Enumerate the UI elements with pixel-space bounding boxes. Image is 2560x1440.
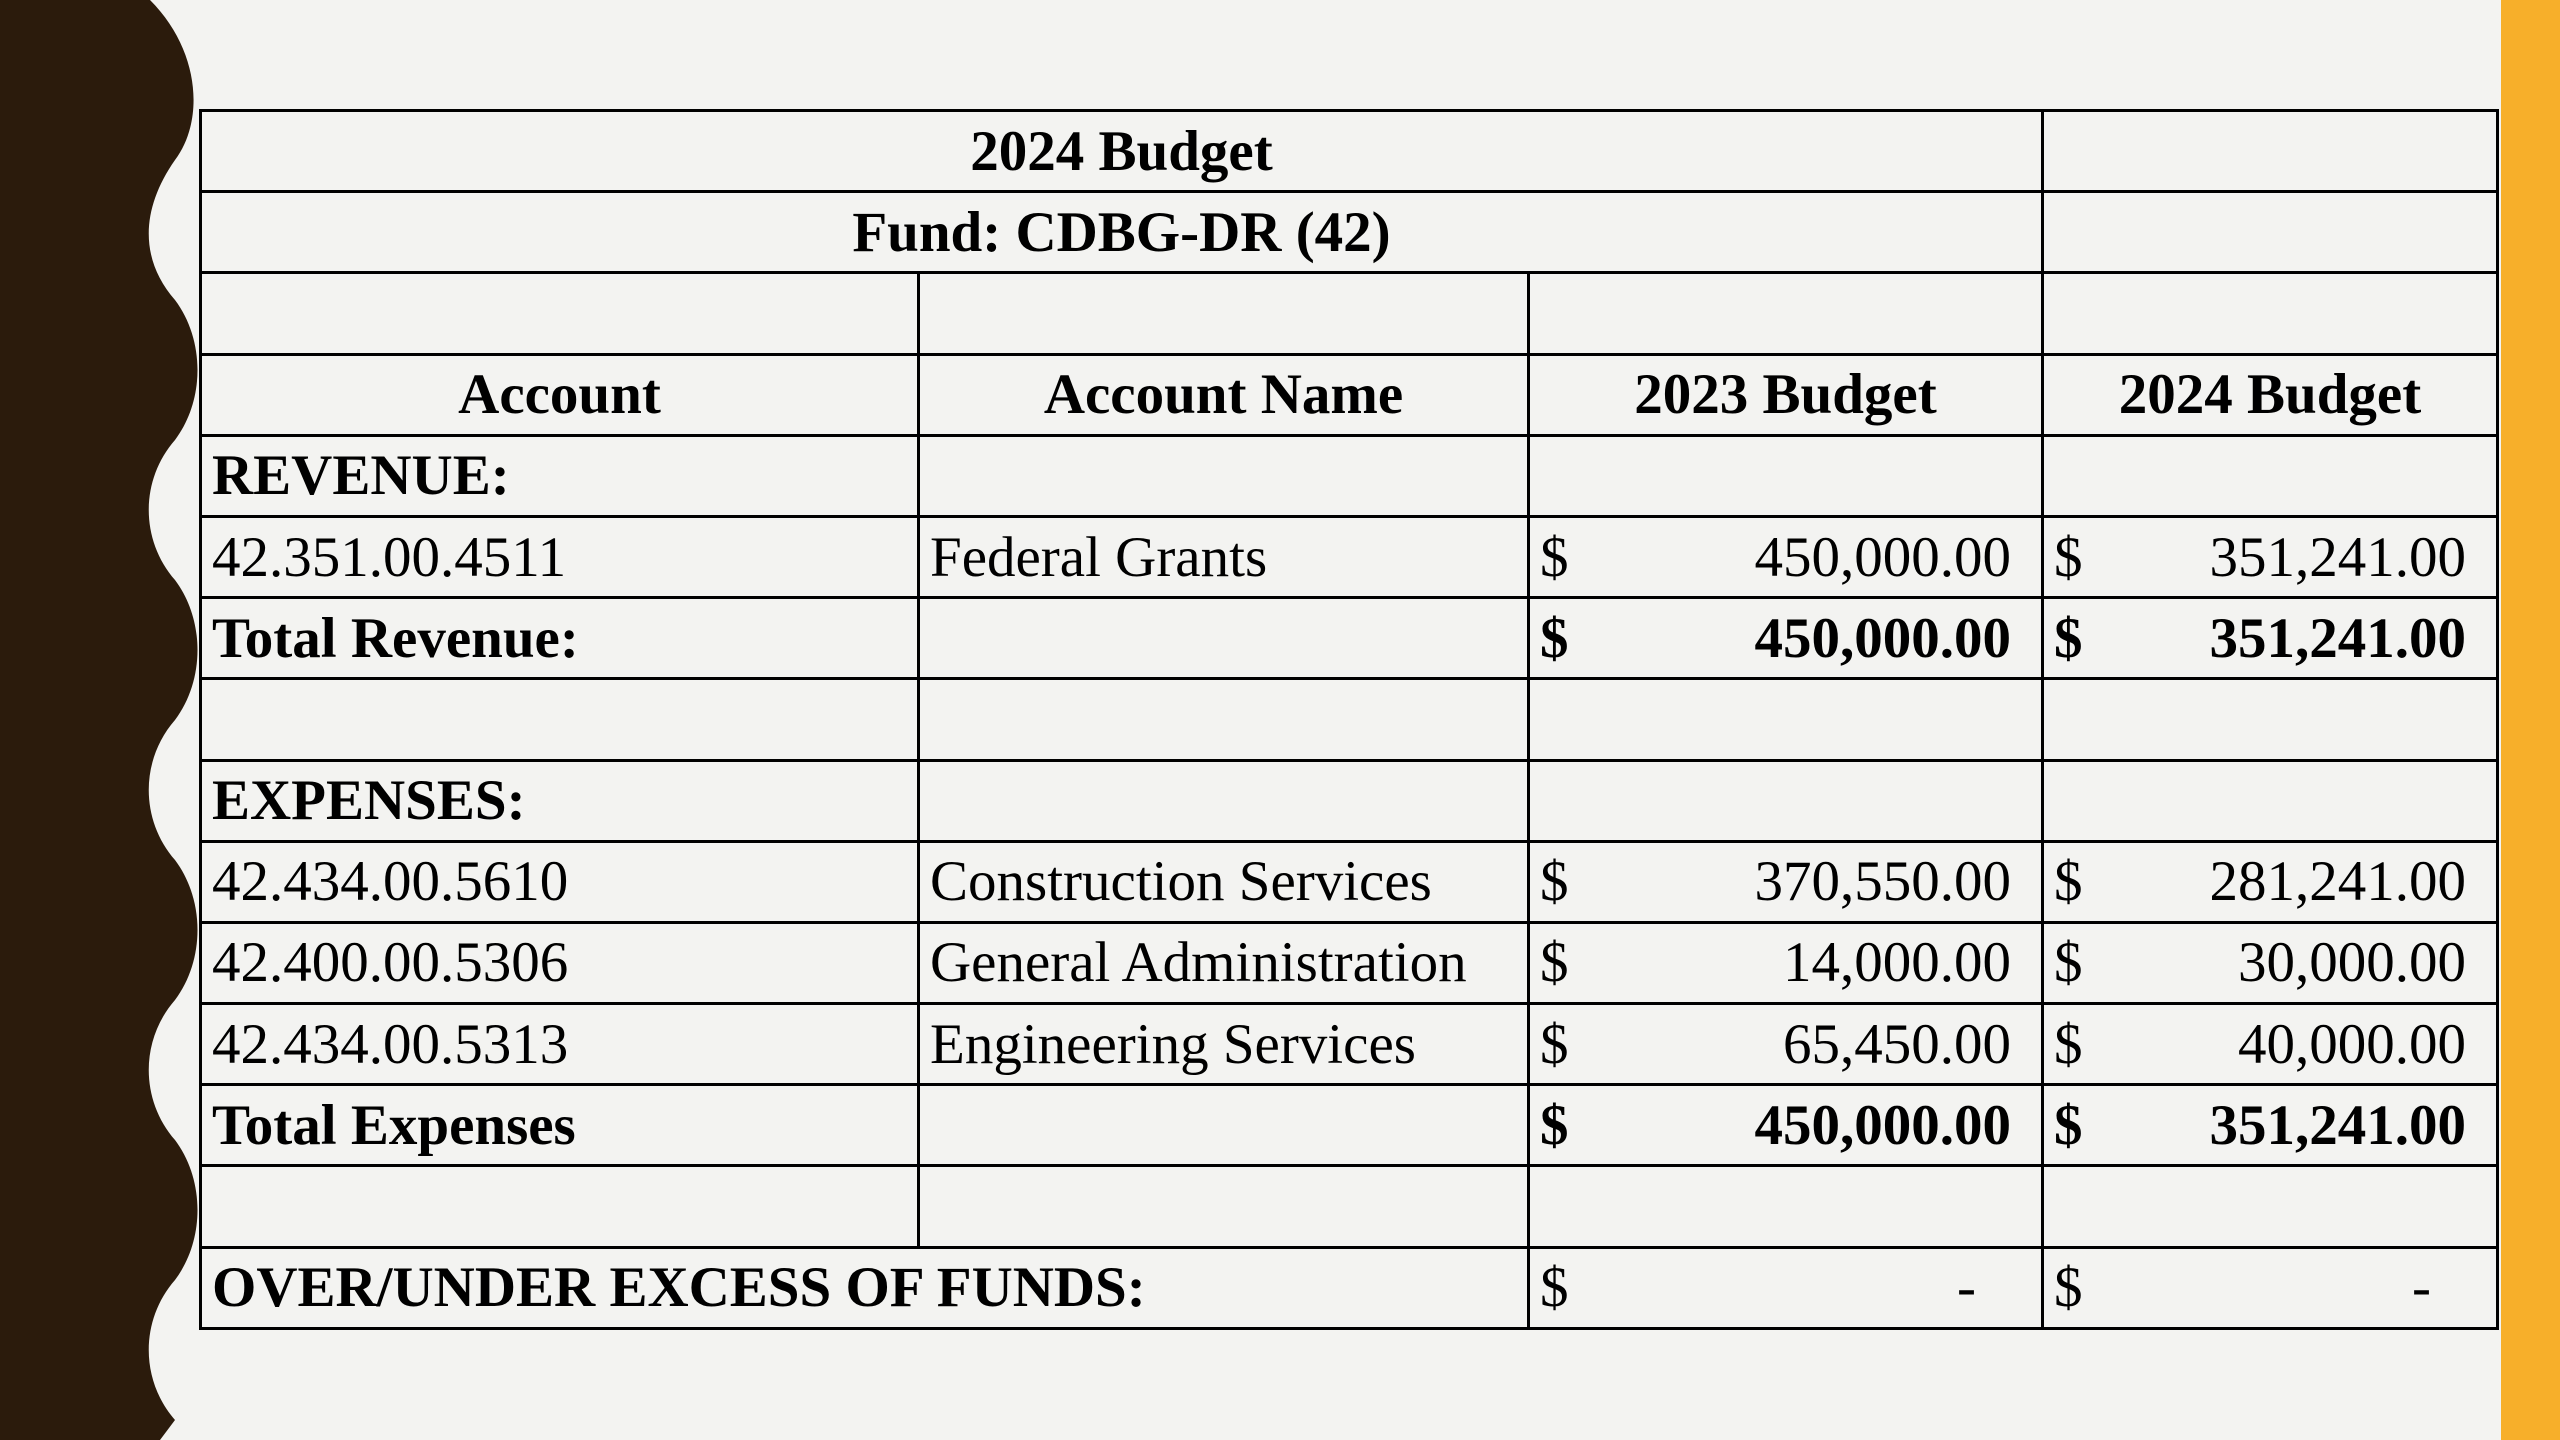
budget-2024-cell — [2043, 516, 2498, 597]
total-expenses-row — [201, 1085, 2498, 1166]
amount: 351,241.00 — [2209, 525, 2466, 589]
amount: 450,000.00 — [1754, 606, 2011, 670]
amount: 30,000.00 — [2238, 931, 2466, 995]
table-title: 2024 Budget — [201, 111, 2043, 192]
account-number: 42.400.00.5306 — [201, 922, 919, 1003]
amount: 281,241.00 — [2209, 850, 2466, 914]
revenue-label: REVENUE: — [201, 435, 919, 516]
empty-cell — [2043, 192, 2498, 273]
budget-2024-cell — [2043, 841, 2498, 922]
empty-cell — [2043, 1166, 2498, 1247]
amount: 450,000.00 — [1754, 1093, 2011, 1157]
currency-symbol: $ — [1540, 850, 1569, 914]
amount: 351,241.00 — [2209, 1093, 2466, 1157]
empty-cell — [919, 1085, 1529, 1166]
currency-symbol: $ — [1540, 606, 1569, 670]
empty-cell — [919, 435, 1529, 516]
header-account-name: Account Name — [919, 354, 1529, 435]
total-expenses-2024-cell — [2043, 1085, 2498, 1166]
amount: 65,450.00 — [1783, 1012, 2011, 1076]
total-revenue-label: Total Revenue: — [201, 598, 919, 679]
budget-2023-cell — [1529, 841, 2043, 922]
empty-cell — [2043, 273, 2498, 354]
expenses-section-row — [201, 760, 2498, 841]
empty-cell — [1529, 760, 2043, 841]
empty-cell — [201, 679, 919, 760]
total-expenses-2023-cell — [1529, 1085, 2043, 1166]
excess-2024-cell — [2043, 1247, 2498, 1328]
header-2024-budget: 2024 Budget — [2043, 354, 2498, 435]
header-account: Account — [201, 354, 919, 435]
table-row — [201, 516, 2498, 597]
empty-cell — [1529, 679, 2043, 760]
title-row — [201, 111, 2498, 192]
header-row — [201, 354, 2498, 435]
budget-2023-cell — [1529, 922, 2043, 1003]
empty-cell — [1529, 1166, 2043, 1247]
empty-cell — [2043, 760, 2498, 841]
currency-symbol: $ — [1540, 1012, 1569, 1076]
table-row — [201, 841, 2498, 922]
amount: 351,241.00 — [2209, 606, 2466, 670]
budget-2023-cell — [1529, 1004, 2043, 1085]
empty-cell — [201, 273, 919, 354]
spacer-row — [201, 1166, 2498, 1247]
account-name: Construction Services — [919, 841, 1529, 922]
empty-cell — [919, 679, 1529, 760]
currency-symbol: $ — [1540, 525, 1569, 589]
currency-symbol: $ — [2054, 931, 2083, 995]
account-name: Engineering Services — [919, 1004, 1529, 1085]
budget-2024-cell — [2043, 1004, 2498, 1085]
account-name: General Administration — [919, 922, 1529, 1003]
currency-symbol: $ — [1540, 931, 1569, 995]
budget-2023-cell — [1529, 516, 2043, 597]
empty-cell — [2043, 679, 2498, 760]
total-revenue-2023-cell — [1529, 598, 2043, 679]
revenue-section-row — [201, 435, 2498, 516]
accent-band — [2501, 0, 2560, 1440]
total-revenue-row — [201, 598, 2498, 679]
excess-row — [201, 1247, 2498, 1328]
spacer-row — [201, 679, 2498, 760]
currency-symbol: $ — [1540, 1093, 1569, 1157]
excess-2023-cell — [1529, 1247, 2043, 1328]
empty-cell — [919, 760, 1529, 841]
budget-2024-cell — [2043, 922, 2498, 1003]
expenses-label: EXPENSES: — [201, 760, 919, 841]
header-2023-budget: 2023 Budget — [1529, 354, 2043, 435]
empty-cell — [1529, 435, 2043, 516]
amount: - — [2412, 1256, 2431, 1320]
empty-cell — [201, 1166, 919, 1247]
budget-table — [199, 109, 2499, 1330]
amount: - — [1957, 1256, 1976, 1320]
currency-symbol: $ — [2054, 1012, 2083, 1076]
currency-symbol: $ — [2054, 1256, 2083, 1320]
decorative-wave-band — [0, 0, 200, 1440]
empty-cell — [919, 1166, 1529, 1247]
fund-label: Fund: CDBG-DR (42) — [201, 192, 2043, 273]
empty-cell — [2043, 435, 2498, 516]
total-expenses-label: Total Expenses — [201, 1085, 919, 1166]
table-row — [201, 922, 2498, 1003]
spacer-row — [201, 273, 2498, 354]
amount: 14,000.00 — [1783, 931, 2011, 995]
amount: 40,000.00 — [2238, 1012, 2466, 1076]
empty-cell — [919, 273, 1529, 354]
currency-symbol: $ — [1540, 1256, 1569, 1320]
currency-symbol: $ — [2054, 525, 2083, 589]
fund-row — [201, 192, 2498, 273]
empty-cell — [1529, 273, 2043, 354]
table-row — [201, 1004, 2498, 1085]
account-name: Federal Grants — [919, 516, 1529, 597]
amount: 450,000.00 — [1754, 525, 2011, 589]
currency-symbol: $ — [2054, 606, 2083, 670]
account-number: 42.434.00.5313 — [201, 1004, 919, 1085]
total-revenue-2024-cell — [2043, 598, 2498, 679]
currency-symbol: $ — [2054, 1093, 2083, 1157]
amount: 370,550.00 — [1754, 850, 2011, 914]
account-number: 42.351.00.4511 — [201, 516, 919, 597]
account-number: 42.434.00.5610 — [201, 841, 919, 922]
currency-symbol: $ — [2054, 850, 2083, 914]
empty-cell — [2043, 111, 2498, 192]
empty-cell — [919, 598, 1529, 679]
excess-label: OVER/UNDER EXCESS OF FUNDS: — [201, 1247, 1529, 1328]
